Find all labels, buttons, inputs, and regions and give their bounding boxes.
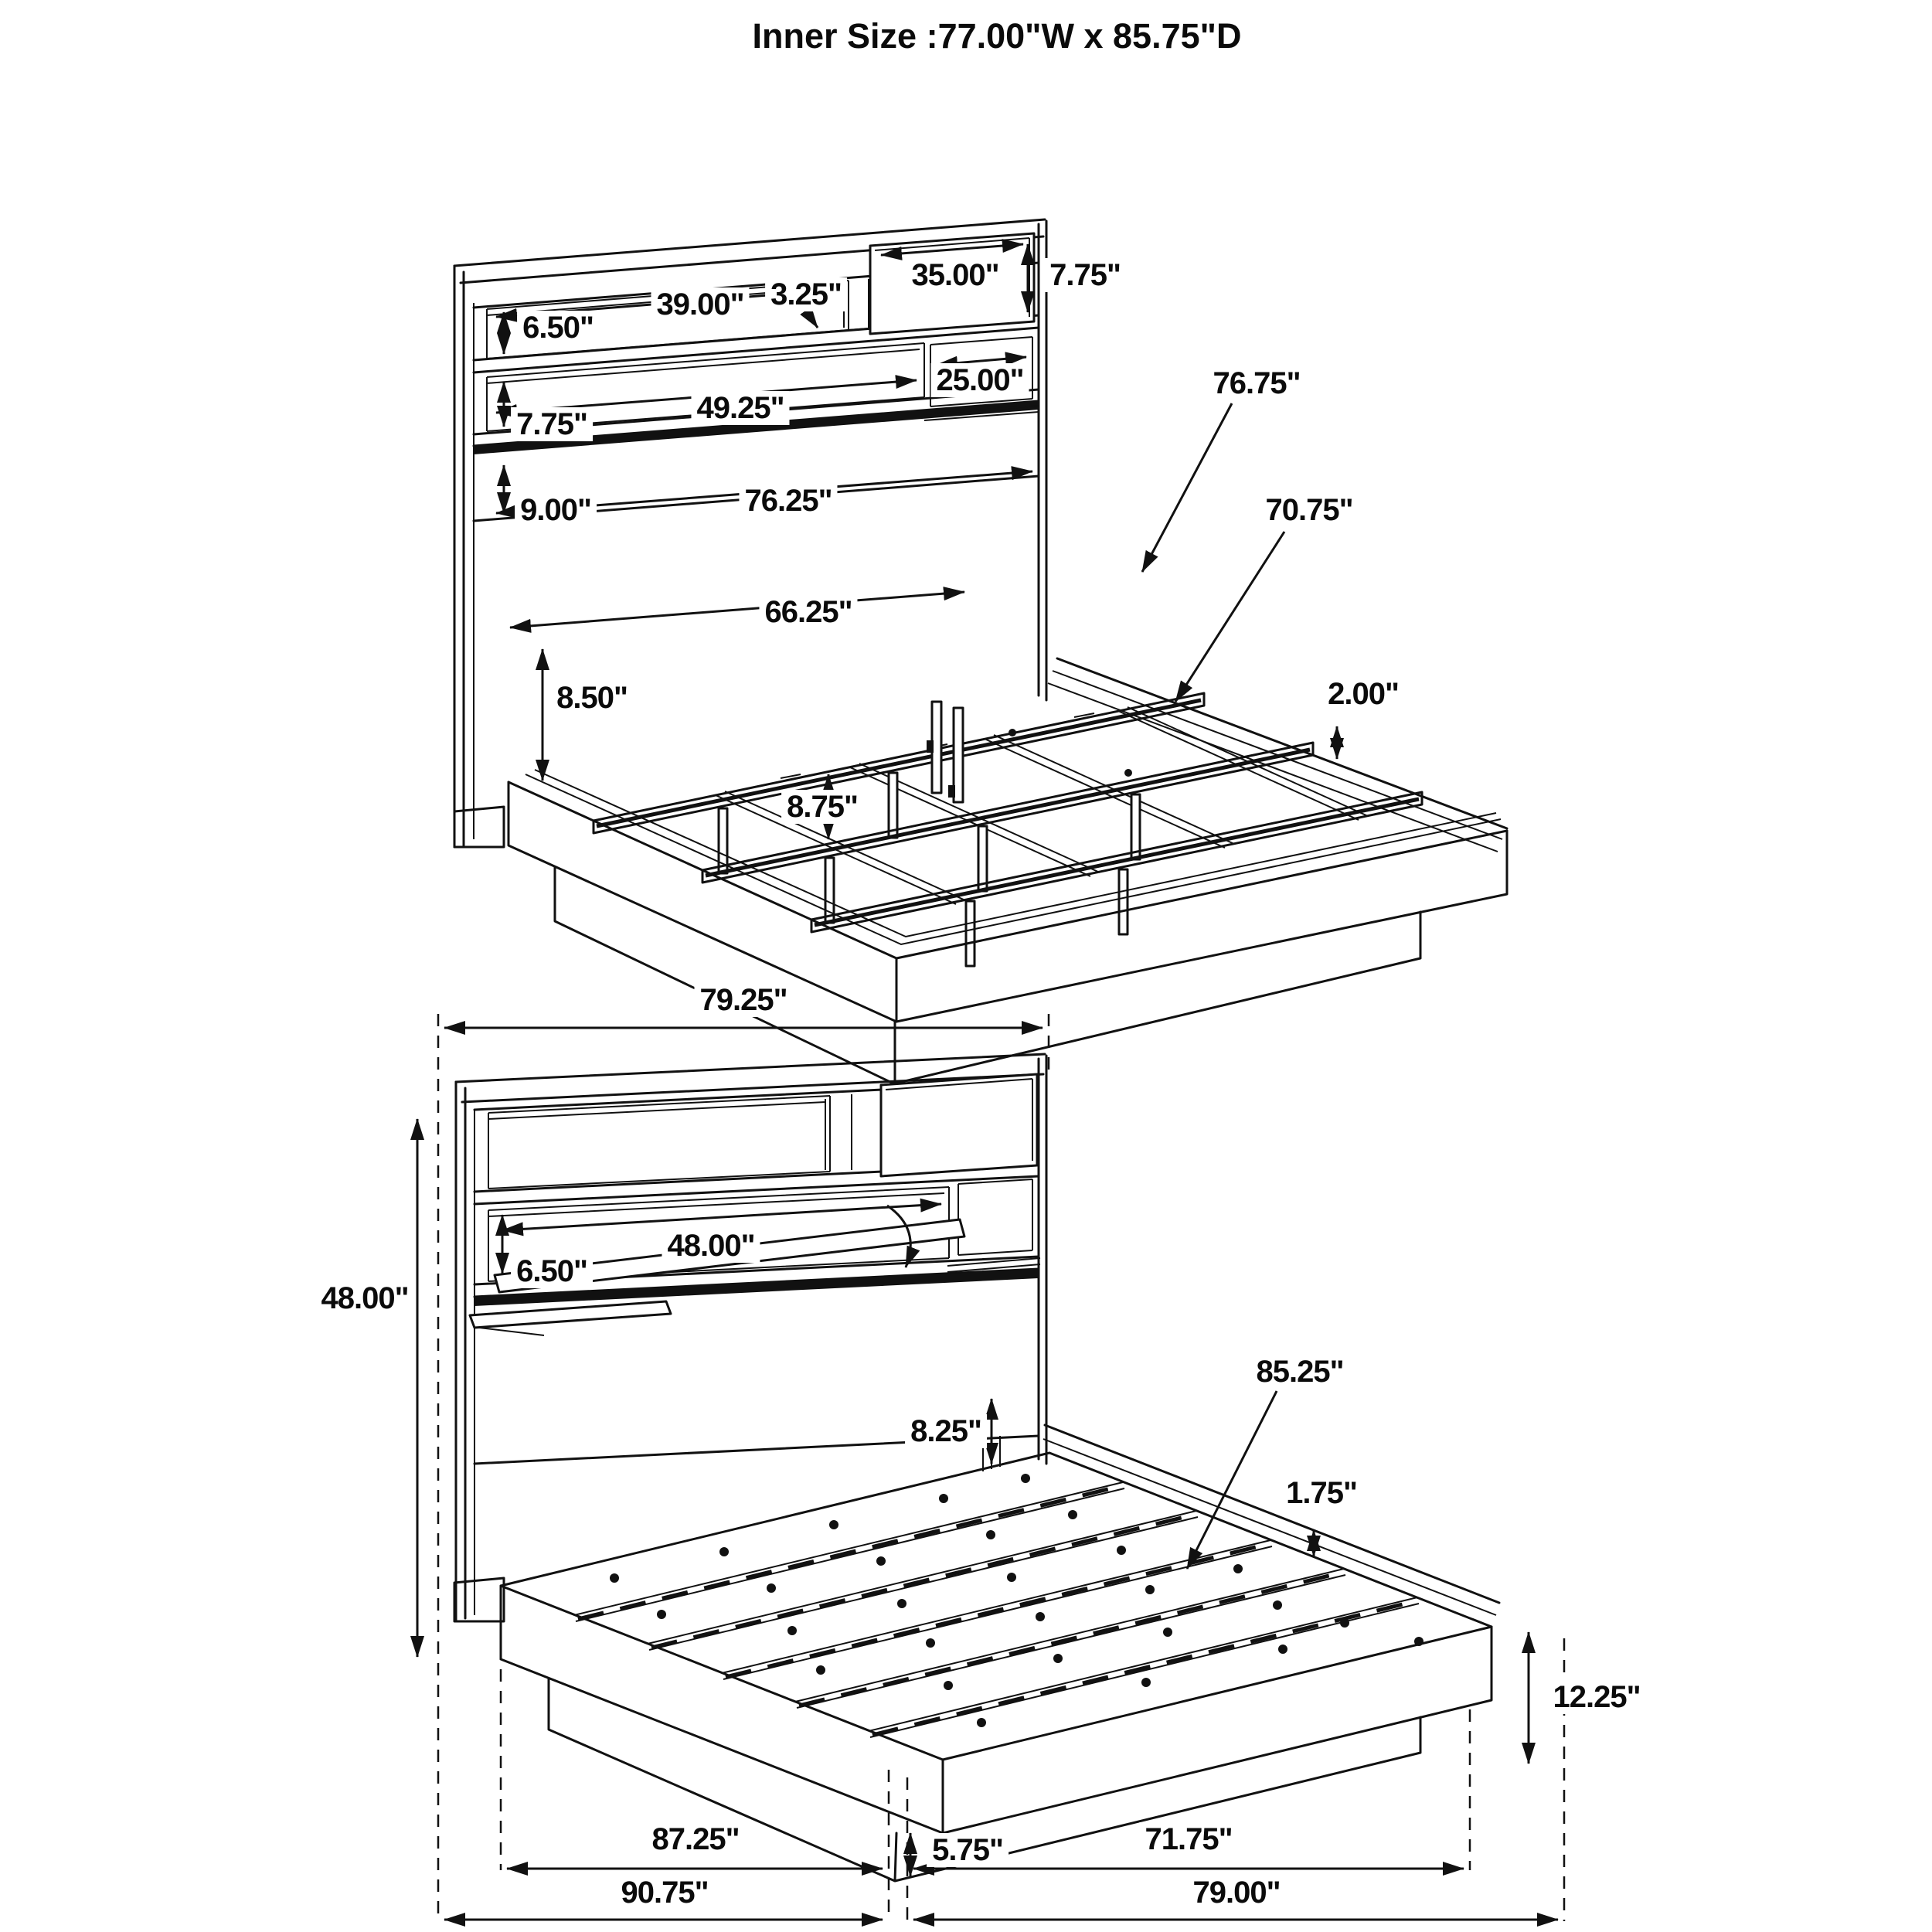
dim-footprint-right: 71.75" [1139,1822,1237,1856]
dim-panel-width: 76.25" [739,484,837,518]
dim-shelf1-width: 39.00" [651,287,749,321]
dim-door-width: 48.00" [662,1229,760,1263]
isometric-view [454,219,1507,1083]
dim-door-height: 6.50" [511,1254,593,1288]
dim-rail-long: 76.75" [1207,366,1305,400]
top-view-dimensions [496,244,1337,839]
perspective-view [417,1014,1564,1921]
dim-divider-gap: 3.25" [765,277,847,311]
dim-rail-mid: 70.75" [1260,493,1358,527]
dim-base-height: 8.50" [551,681,633,715]
dim-overall-left: 90.75" [615,1876,713,1910]
deck-boards [574,1482,1419,1737]
dim-cubby-width: 35.00" [906,258,1004,292]
dim-shelf2-width: 49.25" [691,391,789,425]
dim-platform-height: 12.25" [1547,1680,1645,1714]
dim-deck-lip: 1.75" [1281,1476,1362,1510]
platform-frame-isometric [509,658,1507,1083]
dim-rail-thickness: 2.00" [1322,677,1404,711]
dim-shelf2-cubby: 25.00" [930,363,1029,397]
dim-shelf2-height: 7.75" [511,407,593,441]
headboard-front [454,1054,1046,1621]
dim-post-height: 8.25" [905,1414,987,1448]
dim-cubby-height: 7.75" [1044,258,1126,292]
dim-headboard-height: 48.00" [315,1281,413,1315]
dim-footprint-left: 87.25" [646,1822,744,1856]
drawing-title: Inner Size :77.00"W x 85.75"D [752,16,1242,56]
dim-frame-width: 66.25" [759,595,857,629]
dim-plinth-height: 5.75" [927,1833,1009,1867]
dim-platform-length: 85.25" [1250,1355,1349,1389]
dim-shelf1-height: 6.50" [517,311,599,345]
dim-overall-width: 79.25" [694,983,792,1017]
dim-overall-right: 79.00" [1187,1876,1285,1910]
dim-leg-height: 8.75" [781,790,863,824]
dim-panel-height: 9.00" [515,493,597,527]
